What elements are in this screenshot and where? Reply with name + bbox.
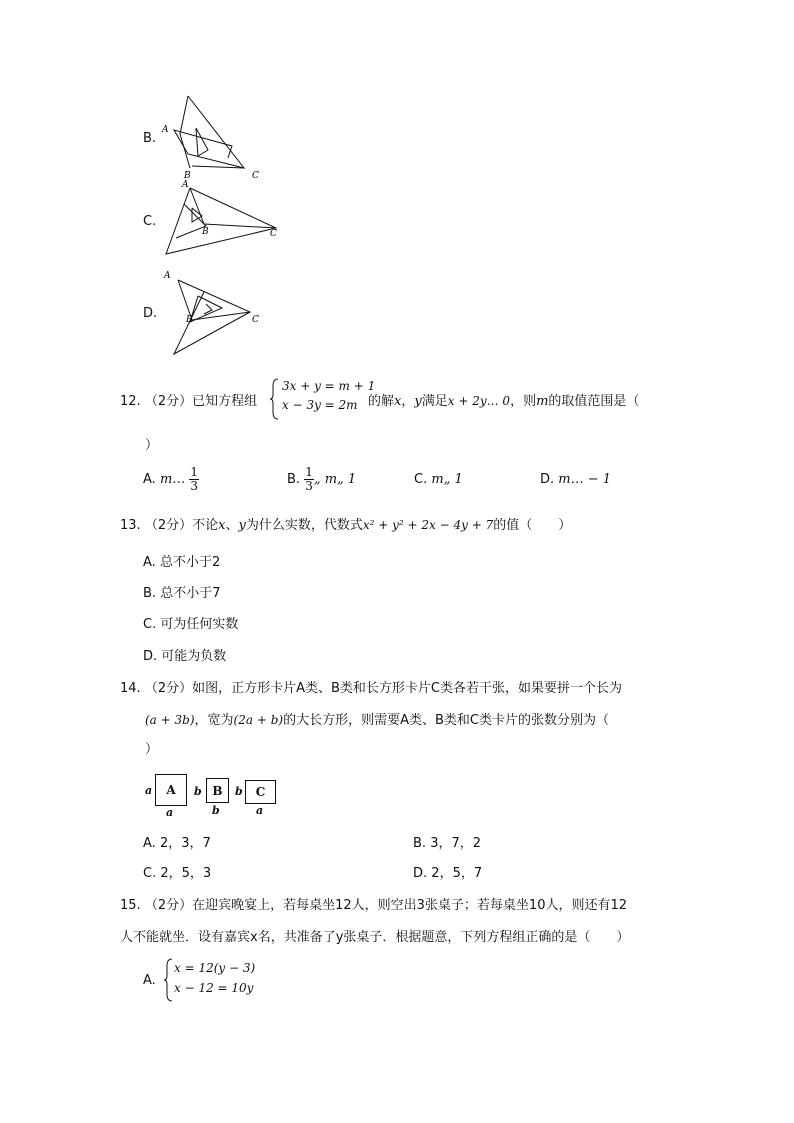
q13-number: 13. (120, 518, 141, 533)
q11d-point-c: C (252, 315, 259, 325)
q12-option-b-fraction: $\frac{1}{3}$ (305, 465, 313, 493)
q12-text-a: 已知方程组 (192, 394, 258, 409)
q15-option-a-label[interactable]: A. (143, 973, 156, 988)
q11d-point-a: A (164, 271, 171, 281)
q12-eq2: x − 3y = 2m (282, 398, 358, 412)
q12-text-b: 的解 (368, 394, 395, 409)
q14-option-b[interactable]: B. 3，7，2 (413, 836, 482, 851)
q11-option-d-figure (160, 268, 270, 356)
q14-option-a[interactable]: A. 2，3，7 (143, 836, 211, 851)
card-a: A (155, 774, 187, 806)
q12-stem (120, 390, 257, 409)
q14-expr2: (2a + b) (233, 713, 284, 727)
q12-text-d: ，则 (510, 394, 537, 409)
q12-option-b[interactable] (287, 466, 356, 493)
q12-option-a[interactable] (143, 466, 199, 493)
q14-line2-b: 的大长方形，则需要A类、B类和C类卡片的张数分别为（ (283, 713, 609, 728)
q13-option-a[interactable]: A. 总不小于2 (143, 555, 221, 570)
q13-expr: x² + y² + 2x − 4y + 7 (362, 518, 494, 532)
q13-stem (120, 514, 571, 533)
q12-option-a-expr: m… (159, 472, 186, 487)
q14-expr1: (a + 3b) (145, 713, 195, 727)
q12-text-c: 满足 (421, 394, 448, 409)
q13-text-c: 的值（ ） (493, 518, 572, 533)
q12-option-c-label: C. (414, 472, 428, 487)
q12-eq1: 3x + y = m + 1 (282, 379, 376, 393)
q12-var-m: m (536, 394, 549, 409)
q11-option-d-label[interactable]: D. (143, 306, 158, 321)
q12-score: （2分） (144, 394, 193, 409)
q15-option-a-brace (164, 958, 174, 1002)
q12-var-x: x (394, 394, 402, 409)
q12-option-d-label: D. (540, 472, 555, 487)
q14-stem-line1 (120, 677, 622, 696)
q12-text-e: 的取值范围是（ (548, 394, 640, 409)
q14-number: 14. (120, 681, 141, 696)
q12-close: ） (145, 438, 159, 453)
q12-system-brace (270, 378, 280, 420)
q12-option-a-fraction: $\frac{1}{3}$ (190, 465, 199, 493)
q13-score: （2分） (144, 518, 193, 533)
q11c-point-c: C (270, 229, 277, 239)
card-b: B (206, 778, 229, 803)
card-c: C (245, 780, 276, 804)
q14-score: （2分） (144, 681, 193, 696)
card-a-side-bottom: a (166, 806, 174, 819)
q11-option-c-figure (162, 178, 288, 260)
q14-stem-line2 (145, 709, 609, 728)
q13-option-d[interactable]: D. 可能为负数 (143, 649, 227, 664)
q15-option-a-eq2: x − 12 = 10y (174, 981, 254, 995)
q15-stem-line1 (120, 894, 627, 913)
q11-option-b-figure (160, 94, 270, 180)
q14-option-c[interactable]: C. 2，5，3 (143, 866, 212, 881)
q13-text-b: 为什么实数，代数式 (245, 518, 363, 533)
q11c-point-b: B (202, 227, 209, 237)
q14-close: ） (145, 742, 159, 757)
q12-number: 12. (120, 394, 141, 409)
q11-option-b-label[interactable]: B. (143, 131, 157, 146)
q13-sep: 、 (225, 518, 239, 533)
card-c-side-bottom: a (256, 804, 264, 817)
q12-system (282, 377, 375, 415)
card-b-side-left: b (194, 785, 202, 798)
q14-line2-a: ，宽为 (194, 713, 234, 728)
q15-score: （2分） (144, 898, 193, 913)
q14-option-d[interactable]: D. 2，5，7 (413, 866, 483, 881)
q12-option-c[interactable] (414, 472, 463, 487)
q11c-point-a: A (182, 180, 189, 190)
q12-option-c-expr: m„ 1 (431, 472, 463, 487)
q11b-point-c: C (252, 171, 259, 180)
q14-line1: 如图，正方形卡片A类、B类和长方形卡片C类各若干张，如果要拼一个长为 (192, 681, 622, 696)
q13-text-a: 不论 (192, 518, 219, 533)
q12-option-d[interactable] (540, 472, 611, 487)
q13-option-b[interactable]: B. 总不小于7 (143, 586, 221, 601)
q11-option-c-label[interactable]: C. (143, 214, 157, 229)
q12-var-y: y (414, 394, 422, 409)
q12-stem-tail (368, 390, 639, 409)
card-c-side-left: b (235, 785, 243, 798)
q13-var-y: y (238, 518, 246, 533)
q12-option-b-label: B. (287, 472, 301, 487)
q15-line2: 人不能就坐．设有嘉宾x名，共准备了y张桌子．根据题意，下列方程组正确的是（ ） (120, 930, 630, 945)
q15-number: 15. (120, 898, 141, 913)
q11d-point-b: B (186, 315, 193, 325)
card-a-side-left: a (145, 784, 153, 797)
q15-option-a-system (174, 958, 255, 998)
q12-option-d-expr: m… − 1 (558, 472, 612, 487)
q13-option-c[interactable]: C. 可为任何实数 (143, 617, 239, 632)
card-b-side-bottom: b (212, 804, 220, 817)
q12-cond: x + 2y… 0 (447, 394, 511, 408)
q11b-point-b: B (184, 171, 191, 180)
q12-sep: ， (401, 394, 415, 409)
q12-option-a-label: A. (143, 472, 156, 487)
q15-line1: 在迎宾晚宴上，若每桌坐12人，则空出3张桌子；若每桌坐10人，则还有12 (192, 898, 628, 913)
q12-option-b-expr: „ m„ 1 (313, 472, 357, 487)
q11b-point-a: A (162, 125, 169, 135)
q15-option-a-eq1: x = 12(y − 3) (174, 961, 256, 975)
q13-var-x: x (218, 518, 226, 533)
